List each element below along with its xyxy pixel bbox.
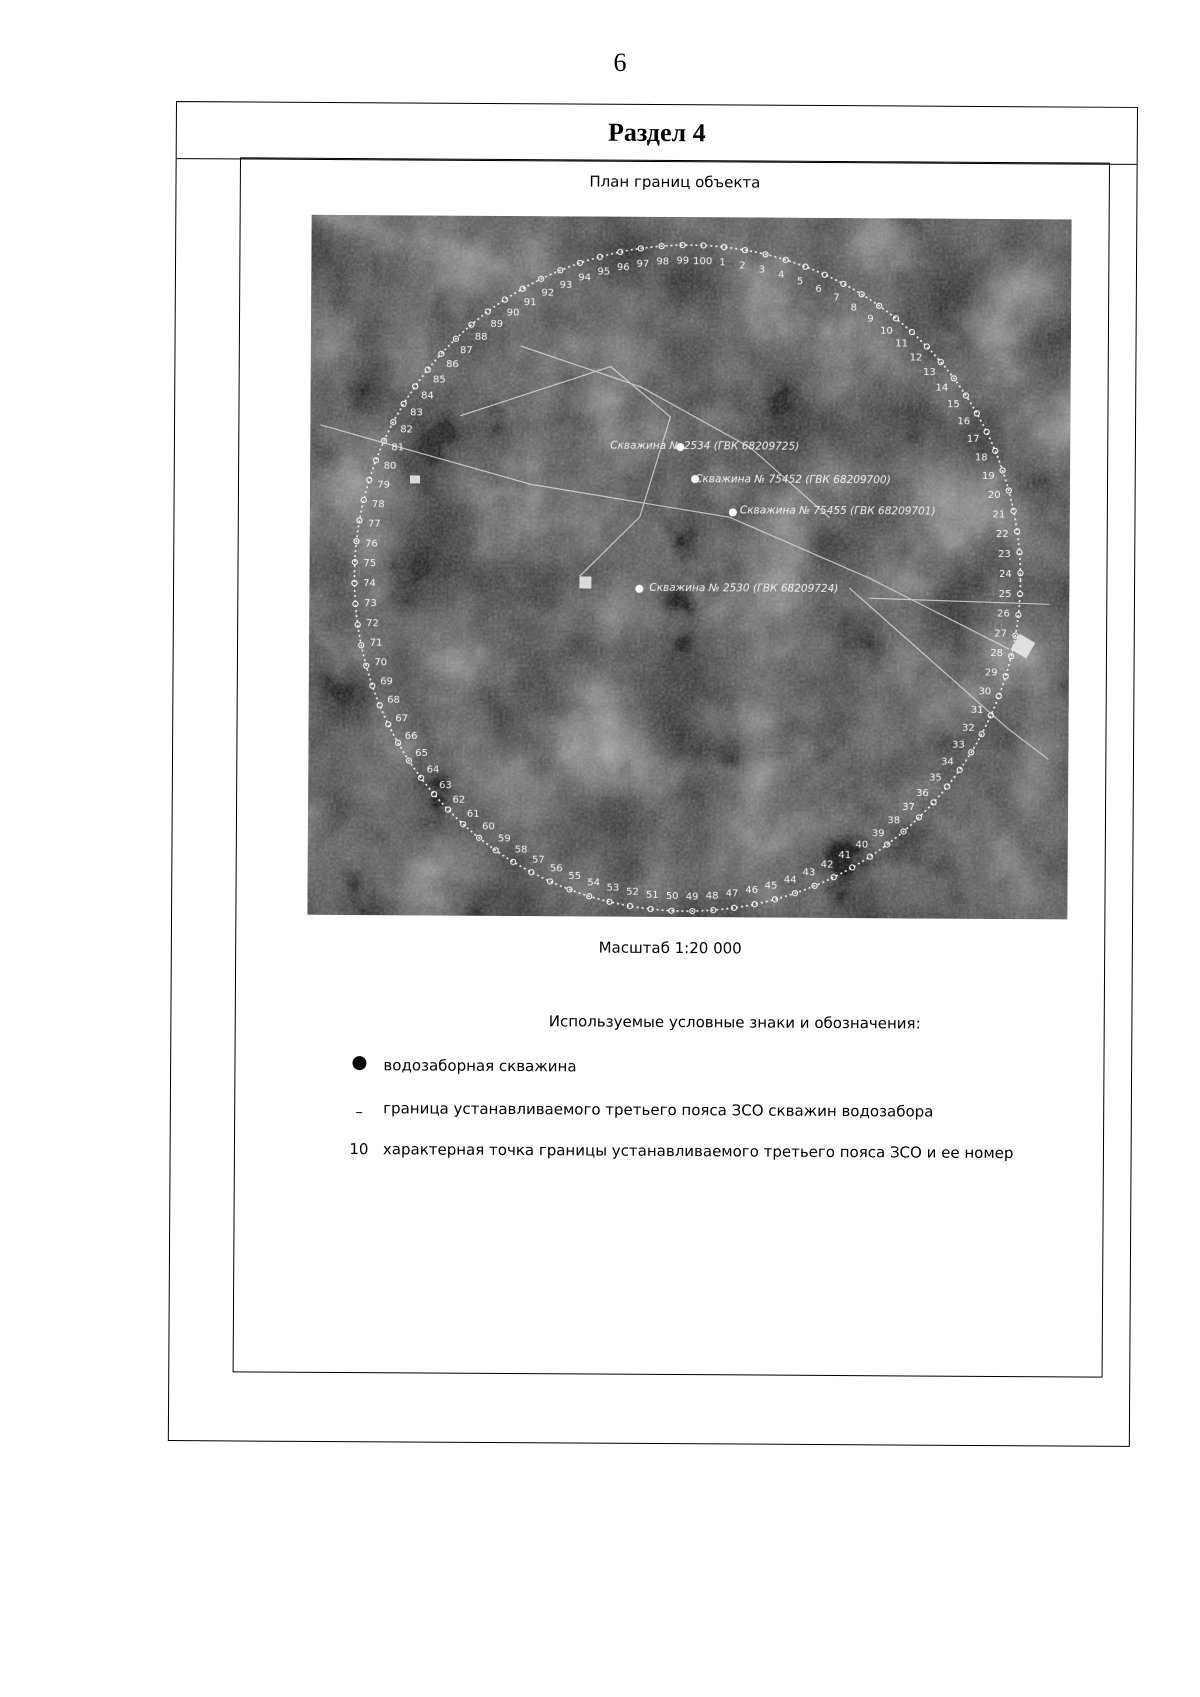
boundary-point-label: 22 [995, 529, 1009, 541]
boundary-point-label: 60 [481, 821, 495, 833]
boundary-point-label: 88 [474, 331, 488, 343]
boundary-point-label: 59 [497, 833, 511, 845]
point-number-sample: 10 [349, 1140, 369, 1159]
boundary-point-label: 2 [739, 260, 746, 272]
boundary-point-label: 6 [815, 283, 822, 295]
boundary-point-label: 76 [364, 538, 378, 550]
boundary-point-label: 65 [415, 747, 428, 759]
boundary-point-label: 49 [685, 891, 699, 903]
boundary-point-label: 100 [693, 255, 713, 268]
boundary-point-label: 57 [531, 854, 545, 866]
boundary-point-label: 77 [367, 518, 381, 530]
boundary-point-label: 87 [459, 344, 473, 357]
boundary-point-label: 13 [923, 367, 936, 379]
boundary-point-label: 8 [850, 302, 858, 314]
boundary-point-label: 37 [902, 802, 915, 814]
boundary-point-label: 50 [665, 891, 679, 903]
legend-item-point [335, 1140, 1014, 1162]
plan-title: План границ объекта [589, 172, 761, 192]
boundary-point-label: 83 [410, 407, 423, 419]
boundary-point-label: 70 [374, 657, 388, 669]
page-number: 6 [613, 48, 627, 77]
black-dot-icon [335, 1056, 383, 1074]
boundary-point-label: 38 [887, 815, 901, 827]
legend-item-label: водозаборная скважина [383, 1056, 577, 1076]
boundary-point-label: 66 [404, 730, 418, 742]
boundary-point-label: 25 [998, 588, 1012, 600]
boundary-point-label: 23 [998, 548, 1011, 560]
boundary-point-label: 71 [369, 637, 383, 649]
boundary-point-label: 20 [987, 489, 1001, 501]
legend-title: Используемые условные знаки и обозначения: [548, 1012, 921, 1033]
boundary-point-label: 47 [725, 888, 739, 900]
boundary-point-label: 72 [366, 618, 379, 630]
boundary-point-label: 9 [867, 313, 874, 325]
boundary-point-label: 85 [433, 374, 446, 386]
well-marker [635, 585, 643, 593]
boundary-point-label: 82 [400, 424, 413, 436]
boundary-point-label: 28 [990, 648, 1003, 660]
legend-item-label: характерная точка границы устанавливаемого третьего пояса ЗСО и ее номер [382, 1140, 1014, 1163]
boundary-point-label: 62 [452, 794, 466, 806]
boundary-line-icon [335, 1099, 383, 1117]
boundary-point-label: 14 [935, 382, 949, 394]
boundary-point-label: 94 [578, 272, 592, 284]
boundary-point-label: 18 [974, 452, 988, 464]
boundary-point-label: 79 [377, 479, 390, 491]
boundary-point-label: 34 [941, 756, 954, 768]
boundary-point-label: 78 [371, 499, 385, 511]
boundary-point-label: 95 [597, 266, 611, 278]
boundary-point-label: 67 [395, 713, 409, 725]
boundary-point-label: 43 [802, 867, 816, 879]
boundary-point-label: 15 [946, 399, 960, 411]
map-grain [307, 215, 1071, 920]
well-label: Скважина № 2530 (ГВК 68209724) [649, 581, 839, 596]
boundary-point-label: 51 [645, 889, 659, 901]
boundary-point-label: 58 [514, 844, 528, 856]
boundary-point-label: 1 [719, 257, 726, 269]
boundary-point-label: 91 [523, 297, 537, 309]
boundary-point-label: 56 [549, 863, 563, 875]
boundary-point-label: 90 [506, 307, 520, 319]
boundary-point-label: 33 [952, 739, 965, 752]
boundary-point-label: 5 [796, 276, 804, 288]
legend-item-well [335, 1056, 576, 1075]
boundary-point-label: 36 [916, 787, 929, 799]
boundary-point-label: 27 [994, 628, 1008, 640]
boundary-point-label: 30 [978, 686, 992, 698]
boundary-point-label: 42 [820, 859, 834, 871]
boundary-point-label: 32 [961, 722, 975, 734]
legend-item-boundary [335, 1099, 933, 1121]
boundary-point-label: 64 [426, 764, 440, 776]
well-label: Скважина № 75452 (ГВК 68209700) [695, 473, 891, 487]
boundary-point-label: 45 [764, 880, 778, 892]
boundary-point-label: 39 [871, 828, 885, 840]
boundary-point-label: 86 [446, 359, 459, 371]
boundary-point-label: 92 [541, 287, 555, 299]
map-image [307, 215, 1071, 920]
well-marker [729, 508, 737, 516]
legend-item-label: граница устанавливаемого третьего пояса ЗСО скважин водозабора [383, 1099, 934, 1121]
boundary-point-label: 81 [391, 442, 405, 454]
boundary-point-label: 16 [957, 416, 971, 428]
boundary-point-label: 3 [758, 264, 766, 276]
boundary-point-label: 44 [783, 874, 797, 886]
boundary-point-label: 17 [966, 433, 980, 445]
boundary-point-label: 4 [777, 269, 785, 281]
boundary-point-label: 21 [992, 509, 1006, 521]
boundary-point-label: 12 [909, 352, 923, 364]
boundary-point-label: 7 [833, 292, 840, 304]
boundary-point-label: 10 [880, 325, 893, 337]
boundary-point-label: 11 [895, 338, 909, 350]
boundary-point-label: 75 [363, 558, 377, 570]
boundary-point-label: 26 [997, 608, 1010, 620]
boundary-point-label: 24 [999, 568, 1012, 580]
boundary-point-label: 96 [616, 262, 630, 274]
boundary-point-label: 84 [421, 390, 434, 402]
inner-frame [233, 157, 1110, 1377]
boundary-point-label: 41 [838, 849, 852, 861]
boundary-point-label: 89 [490, 319, 504, 331]
boundary-point-label: 53 [606, 882, 620, 894]
boundary-point-label: 54 [587, 877, 601, 889]
boundary-point-label: 80 [383, 460, 397, 472]
boundary-point-label: 46 [745, 884, 759, 897]
section-title: Раздел 4 [177, 102, 1137, 165]
well-label: Скважина № 75455 (ГВК 68209701) [739, 504, 936, 518]
boundary-point-label: 74 [363, 578, 376, 590]
boundary-point-label: 55 [568, 870, 582, 882]
boundary-point-label: 31 [970, 704, 984, 716]
boundary-point-label: 35 [929, 772, 942, 784]
boundary-point-label: 19 [981, 470, 995, 482]
boundary-point-label: 61 [466, 808, 480, 820]
well-label: Скважина № 2534 (ГВК 68209725) [610, 439, 800, 453]
boundary-point-label: 40 [855, 839, 869, 851]
boundary-point-label: 99 [676, 255, 690, 267]
boundary-point-label: 73 [363, 598, 377, 610]
boundary-point-label: 98 [656, 256, 670, 268]
boundary-point-label: 68 [387, 694, 400, 707]
scale-label: Масштаб 1:20 000 [598, 938, 742, 958]
boundary-point-label: 52 [626, 886, 639, 898]
boundary-point-label: 97 [636, 258, 650, 270]
boundary-point-label: 63 [439, 779, 452, 791]
boundary-point-label: 29 [984, 667, 998, 679]
boundary-point-label: 69 [380, 676, 393, 688]
boundary-point-label: 48 [705, 890, 719, 902]
boundary-point-label: 93 [559, 279, 573, 291]
